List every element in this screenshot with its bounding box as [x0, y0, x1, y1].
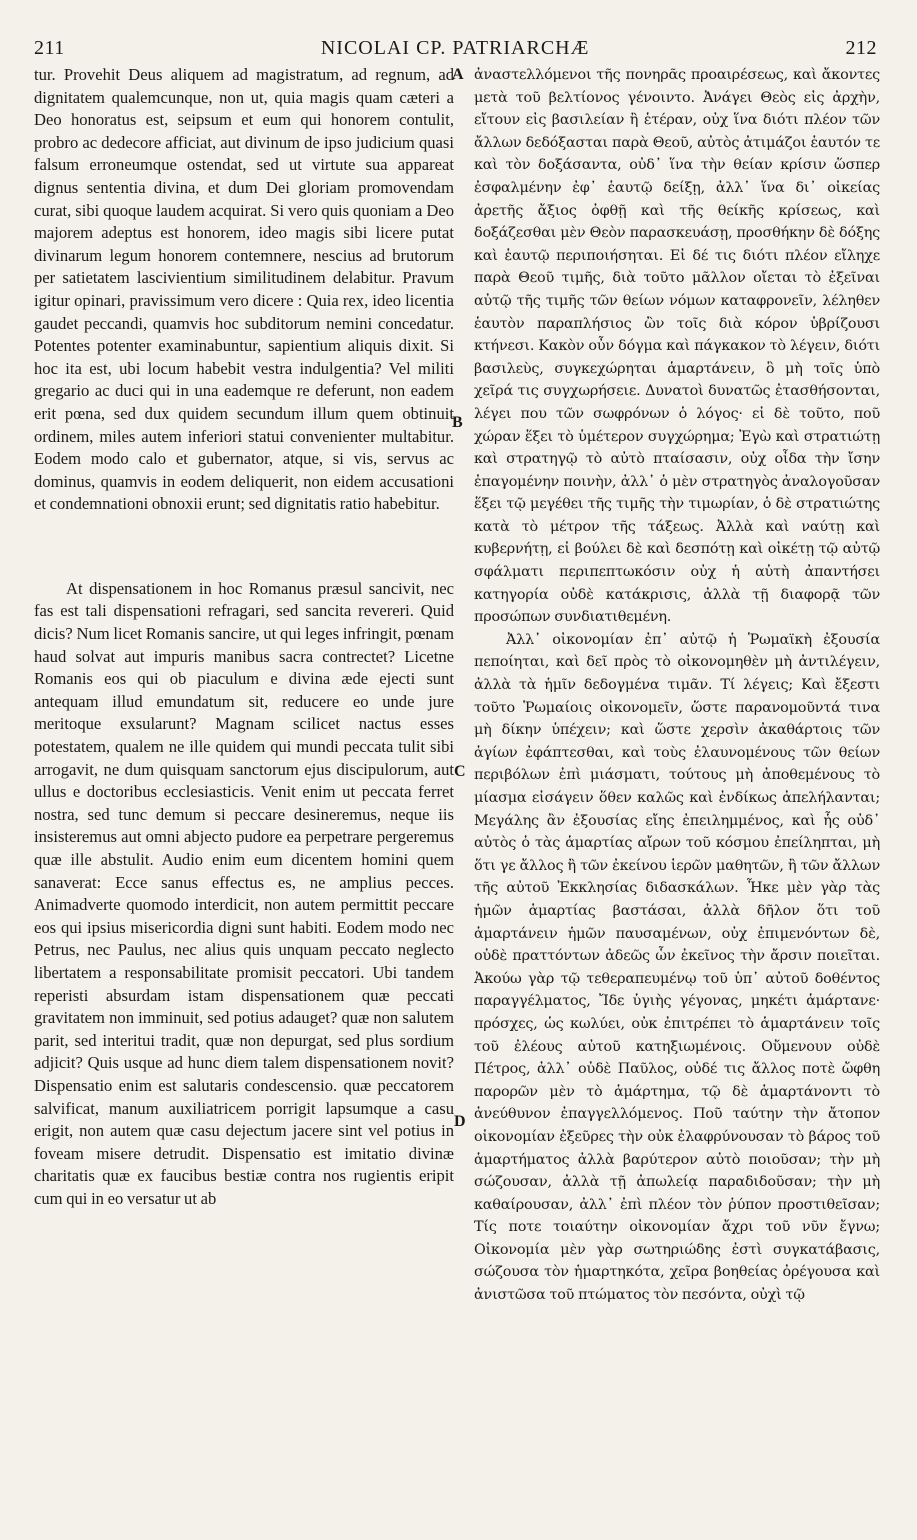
section-marker-c: C — [454, 763, 466, 780]
section-marker-b: B — [452, 414, 463, 431]
page-number-left: 211 — [34, 36, 65, 59]
latin-paragraph-2: At dispensationem in hoc Romanus præsul sancivit, nec fas est tali dispensationi refragari, sed sancita revereri. Quid dicis? Num licet Romanis sancire, ut qui leges infringit, pœnam haud solvat aut impuris manibus sacra contrectet? Licetne Romanis eos qui ob piaculum e divina æde ejecti sunt antequam illud emundatum sit, reducere eo unde jure meritoque exsularunt? Magnam scilicet nactus esses potestatem, qualem ne ille quidem qui mundi peccata tulit sibi arrogavit, ne dum quisquam sanctorum ejus discipulorum, aut ullus e doctoribus ecclesiasticis. Venit enim ut peccata ferret nostra, sed tunc demum si peccare desineremus, neque iis insisteremus aut omni abjecto pudore ea perpetrare pergeremus quæ ille abstulit. Audio enim eum dicentem homini quem sanaverat: Ecce sanus effectus es, ne amplius pecces. Animadverte quomodo interdicit, non autem permittit peccare eos qui ipsius misericordia digni sunt habiti. Eodem modo nec Petrus, nec Paulus, nec alius quis unquam peccato neglecto libertatem a responsabilitate promisit peccatori. Ubi tandem reperisti absurdam istam dispensationem quæ peccati gravitatem non imminuit, sed potius adauget? quæ non salutem parit, sed interitui tradit, quæ non depurgat, sed plus sordium adjicit? Quis usque ad hunc diem talem dispensationem novit? Dispensatio enim est salutaris condescensio. quæ peccatorem salvificat, manum auxiliatricem porrigit lapsumque a casu erigit, non autem quæ casu dejectum jacere sint vel potius in foveam misere detrudit. Dispensatio est imitatio divinæ charitatis quæ ex faucibus bestiæ contra nos rugientis eripit cum qui in eo versatur ut ab — [34, 578, 454, 1208]
page-number-right: 212 — [845, 36, 877, 59]
latin-paragraph-1: tur. Provehit Deus aliquem ad magistratum, ad regnum, ad dignitatem qualemcunque, non ut, quia magis quam cæteri a Deo honoratus est, seipsum et eum qui honorem contulit, probro ac dedecore afficiat, aut divinum de ipso judicium quasi falsum erroneumque ostendat, sed ut virtute sua appareat dignus sententia divina, et dum Dei gloriam promovendam curat, sibi quoque laudem acquirat. Si vero quis quoniam a Deo majorem adeptus est honorem, ideo magis sibi licere putat divinarum legum honorem contemnere, nescius ad brutorum per satietatem lascivientium similitudinem delabitur. Pravum igitur opinari, pravissimum vero dicere : Quia rex, ideo licentia gaudet peccandi, quamvis hoc subditorum nemini concedatur. Potentes potenter examinabuntur, sapientium aliquis dixit. Si hoc ita est, ubi locum habebit vestra indulgentia? Vel militi gregario ac duci qui in una eademque re deferunt, non eadem erit pœna, sed dux quidem secundum illum quem obtinuit ordinem, miles autem inferiori statui convenienter multabitur. Eodem modo calo et gubernator, atque, si vis, servus ac dominus, quamvis in eodem deliquerit, non eidem accusationi et condemnationi obnoxii erunt; sed dignitatis ratio habebitur. — [34, 65, 454, 514]
greek-column — [474, 64, 880, 1307]
greek-paragraph-2: Ἀλλ᾽ οἰκονομίαν ἐπ᾽ αὐτῷ ἡ Ῥωμαϊκὴ ἐξουσία πεποίηται, καὶ δεῖ πρὸς τὸ οἰκονομηθὲν μὴ ἀντιλέγειν, ἀλλὰ τὰ ἡμῖν δεδογμένα τιμᾶν. Τί λέγεις; Καὶ ἔξεστι τοῦτο Ῥωμαίοις οἰκονομεῖν, ὥστε παρανομοῦντά τινα μὴ δίκην ὑπέχειν; καὶ ὥστε χερσὶν ἀκαθάρτοις τῶν ἁγίων ἐφάπτεσθαι, καὶ τοὺς ἐλαυνομένους τῶν θείων περιβόλων ἐπὶ μιάσματι, τούτους μὴ ἀποθεμένους τὸ μίασμα εἰσάγειν ὅθεν καλῶς καὶ ἐνδίκως ἀπελήλανται; Μεγάλης ἂν ἐξουσίας εἴης ἐπειλημμένος, καὶ ἧς οὐδ᾽ αὐτὸς ὁ τὰς ἁμαρτίας αἴρων τοῦ κόσμου ἐπείληπται, μὴ ὅτι γε ἄλλος ἢ τῶν ἐκείνου ἱερῶν μαθητῶν, ἢ τῶν ἄλλων τῆς αὐτοῦ Ἐκκλησίας διδασκάλων. Ἧκε μὲν γὰρ τὰς ἡμῶν ἁμαρτίας βαστάσαι, ἀλλὰ δῆλον ὅτι τοῦ ἁμαρτάνειν ἡμῶν παυσαμένων, οὐχ ἐπιμενόντων δὲ, οὐδὲ πραττόντων ἀδεῶς ὧν ἐκεῖνος τὴν ἄρσιν ποιεῖται. Ἀκούω γὰρ τῷ τεθεραπευμένῳ τοῦ ὑπ᾽ αὐτοῦ δοθέντος παραγγέλματος, Ἴδε ὑγιὴς γέγονας, μηκέτι ἁμάρτανε· πρόσχες, ὡς κωλύει, οὐκ ἐπιτρέπει τὸ ἁμαρτάνειν τοῖς τοῦ ἐλέους αὐτοῦ κατηξιωμένοις. Οὔμενουν οὐδὲ Πέτρος, ἀλλ᾽ οὐδὲ Παῦλος, οὐδέ τις ἄλλος ποτὲ ὤφθη παρορῶν μὲν τὸ ἁμάρτημα, τῷ δὲ ἁμαρτάνοντι τὸ ἀνεύθυνον ἐπαγγελλόμενος. Ποῦ ταύτην τὴν ἄτοπον οἰκονομίαν ἐξεῦρες τὴν οὐκ ἐλαφρύνουσαν τὸ βάρος τοῦ ἁμαρτήματος ἀλλὰ βαρύτερον αὐτὸ ποιοῦσαν; τὴν μὴ σώζουσαν, ἀλλὰ τῇ ἀπωλείᾳ παραδιδοῦσαν; τὴν μὴ καθαίρουσαν, ἀλλ᾽ ἐπὶ πλέον τὸν ῥύπον προστιθεῖσαν; Τίς ποτε τοιαύτην οἰκονομίαν ἄχρι τοῦ νῦν ἔγνω; Οἰκονομία μὲν γὰρ σωτηριώδης ἐστὶ συγκατάβασις, σώζουσα τὸν ἡμαρτηκότα, χεῖρα βοηθείας ὀρέγουσα καὶ ἀνιστῶσα τοῦ πτώματος τὸν πεσόντα, οὐχὶ τῷ — [474, 631, 880, 1304]
greek-paragraph-1: ἀναστελλόμενοι τῆς πονηρᾶς προαιρέσεως, καὶ ἄκοντες μετὰ τοῦ βελτίονος γένοιντο. Ἀνάγει Θεὸς εἰς ἀρχὴν, εἴτουν εἰς βασιλείαν ἢ ἑτέραν, οὐχ ἵνα διότι πλέον τῶν ἄλλων δεδόξασται παρὰ Θεοῦ, αὐτὸς ἀτιμάζοι ἑαυτόν τε καὶ τὸν δοξάσαντα, οὐδ᾽ ἵνα τὴν θείαν κρίσιν ὥσπερ ἐσφαλμένην ἐφ᾽ ἑαυτῷ δείξῃ, ἀλλ᾽ ἵνα δι᾽ οἰκείας ἀρετῆς ἄξιος ὀφθῇ καὶ τῆς θείκῆς κρίσεως, καὶ δοξάζεσθαι μὲν Θεὸν παρασκευάσῃ, προσθήκην δὲ δόξης καὶ ἑαυτῷ περιποιήσηται. Εἰ δέ τις διότι πλέον εἴληχε παρὰ Θεοῦ τιμῆς, διὰ τοῦτο μᾶλλον οἴεται τὸ ἐξεῖναι αὐτῷ τῆς τιμῆς τῶν θείων νόμων καταφρονεῖν, λέληθεν ἑαυτὸν παραπλήσιος ὢν τοῖς διὰ κόρον ὑβρίζουσι κτήνεσι. Κακὸν οὖν δόγμα καὶ πάγκακον τὸ λέγειν, διότι βασιλεὺς, συγκεχώρηται ἁμαρτάνειν, ὃ μὴ τοῖς ὑπὸ χεῖρά τις συγχωρήσειε. Δυνατοὶ δυνατῶς ἐτασθήσονται, λέγει που τῶν σωφρόνων ὁ λόγος· εἰ δὲ τοῦτο, ποῦ χώραν ἕξει τὸ ὑμέτερον συγχώρημα; Ἐγὼ καὶ στρατιώτῃ καὶ στρατηγῷ τὸ αὐτὸ πταίσασιν, οὐχ οἶδα τὴν ἴσην ἐπαγομένην ποινὴν, ἀλλ᾽ ὁ μὲν στρατηγὸς ἀναλογοῦσαν ἕξει τῷ μεγέθει τῆς τιμῆς τὴν τιμωρίαν, ὁ δὲ στρατιώτης κατὰ τὸ μέτρον τῆς τάξεως. Ἀλλὰ καὶ ναύτῃ καὶ κυβερνήτῃ, εἰ βούλει δὲ καὶ δεσπότῃ καὶ οἰκέτῃ τῷ αὐτῷ σφάλματι περιπεπτωκόσιν οὐχ ἡ αὐτὴ ἀπαντήσει κατηγορία οὐδὲ κατάκρισις, ἀλλὰ τῇ διαφορᾷ τῶν προσώπων συνδιατιθεμένη. — [474, 67, 880, 626]
running-title: NICOLAI CP. PATRIARCHÆ — [320, 36, 590, 59]
page-header — [34, 30, 877, 66]
section-marker-a: A — [452, 66, 464, 83]
section-marker-d: D — [454, 1113, 466, 1130]
latin-column — [34, 64, 454, 1211]
